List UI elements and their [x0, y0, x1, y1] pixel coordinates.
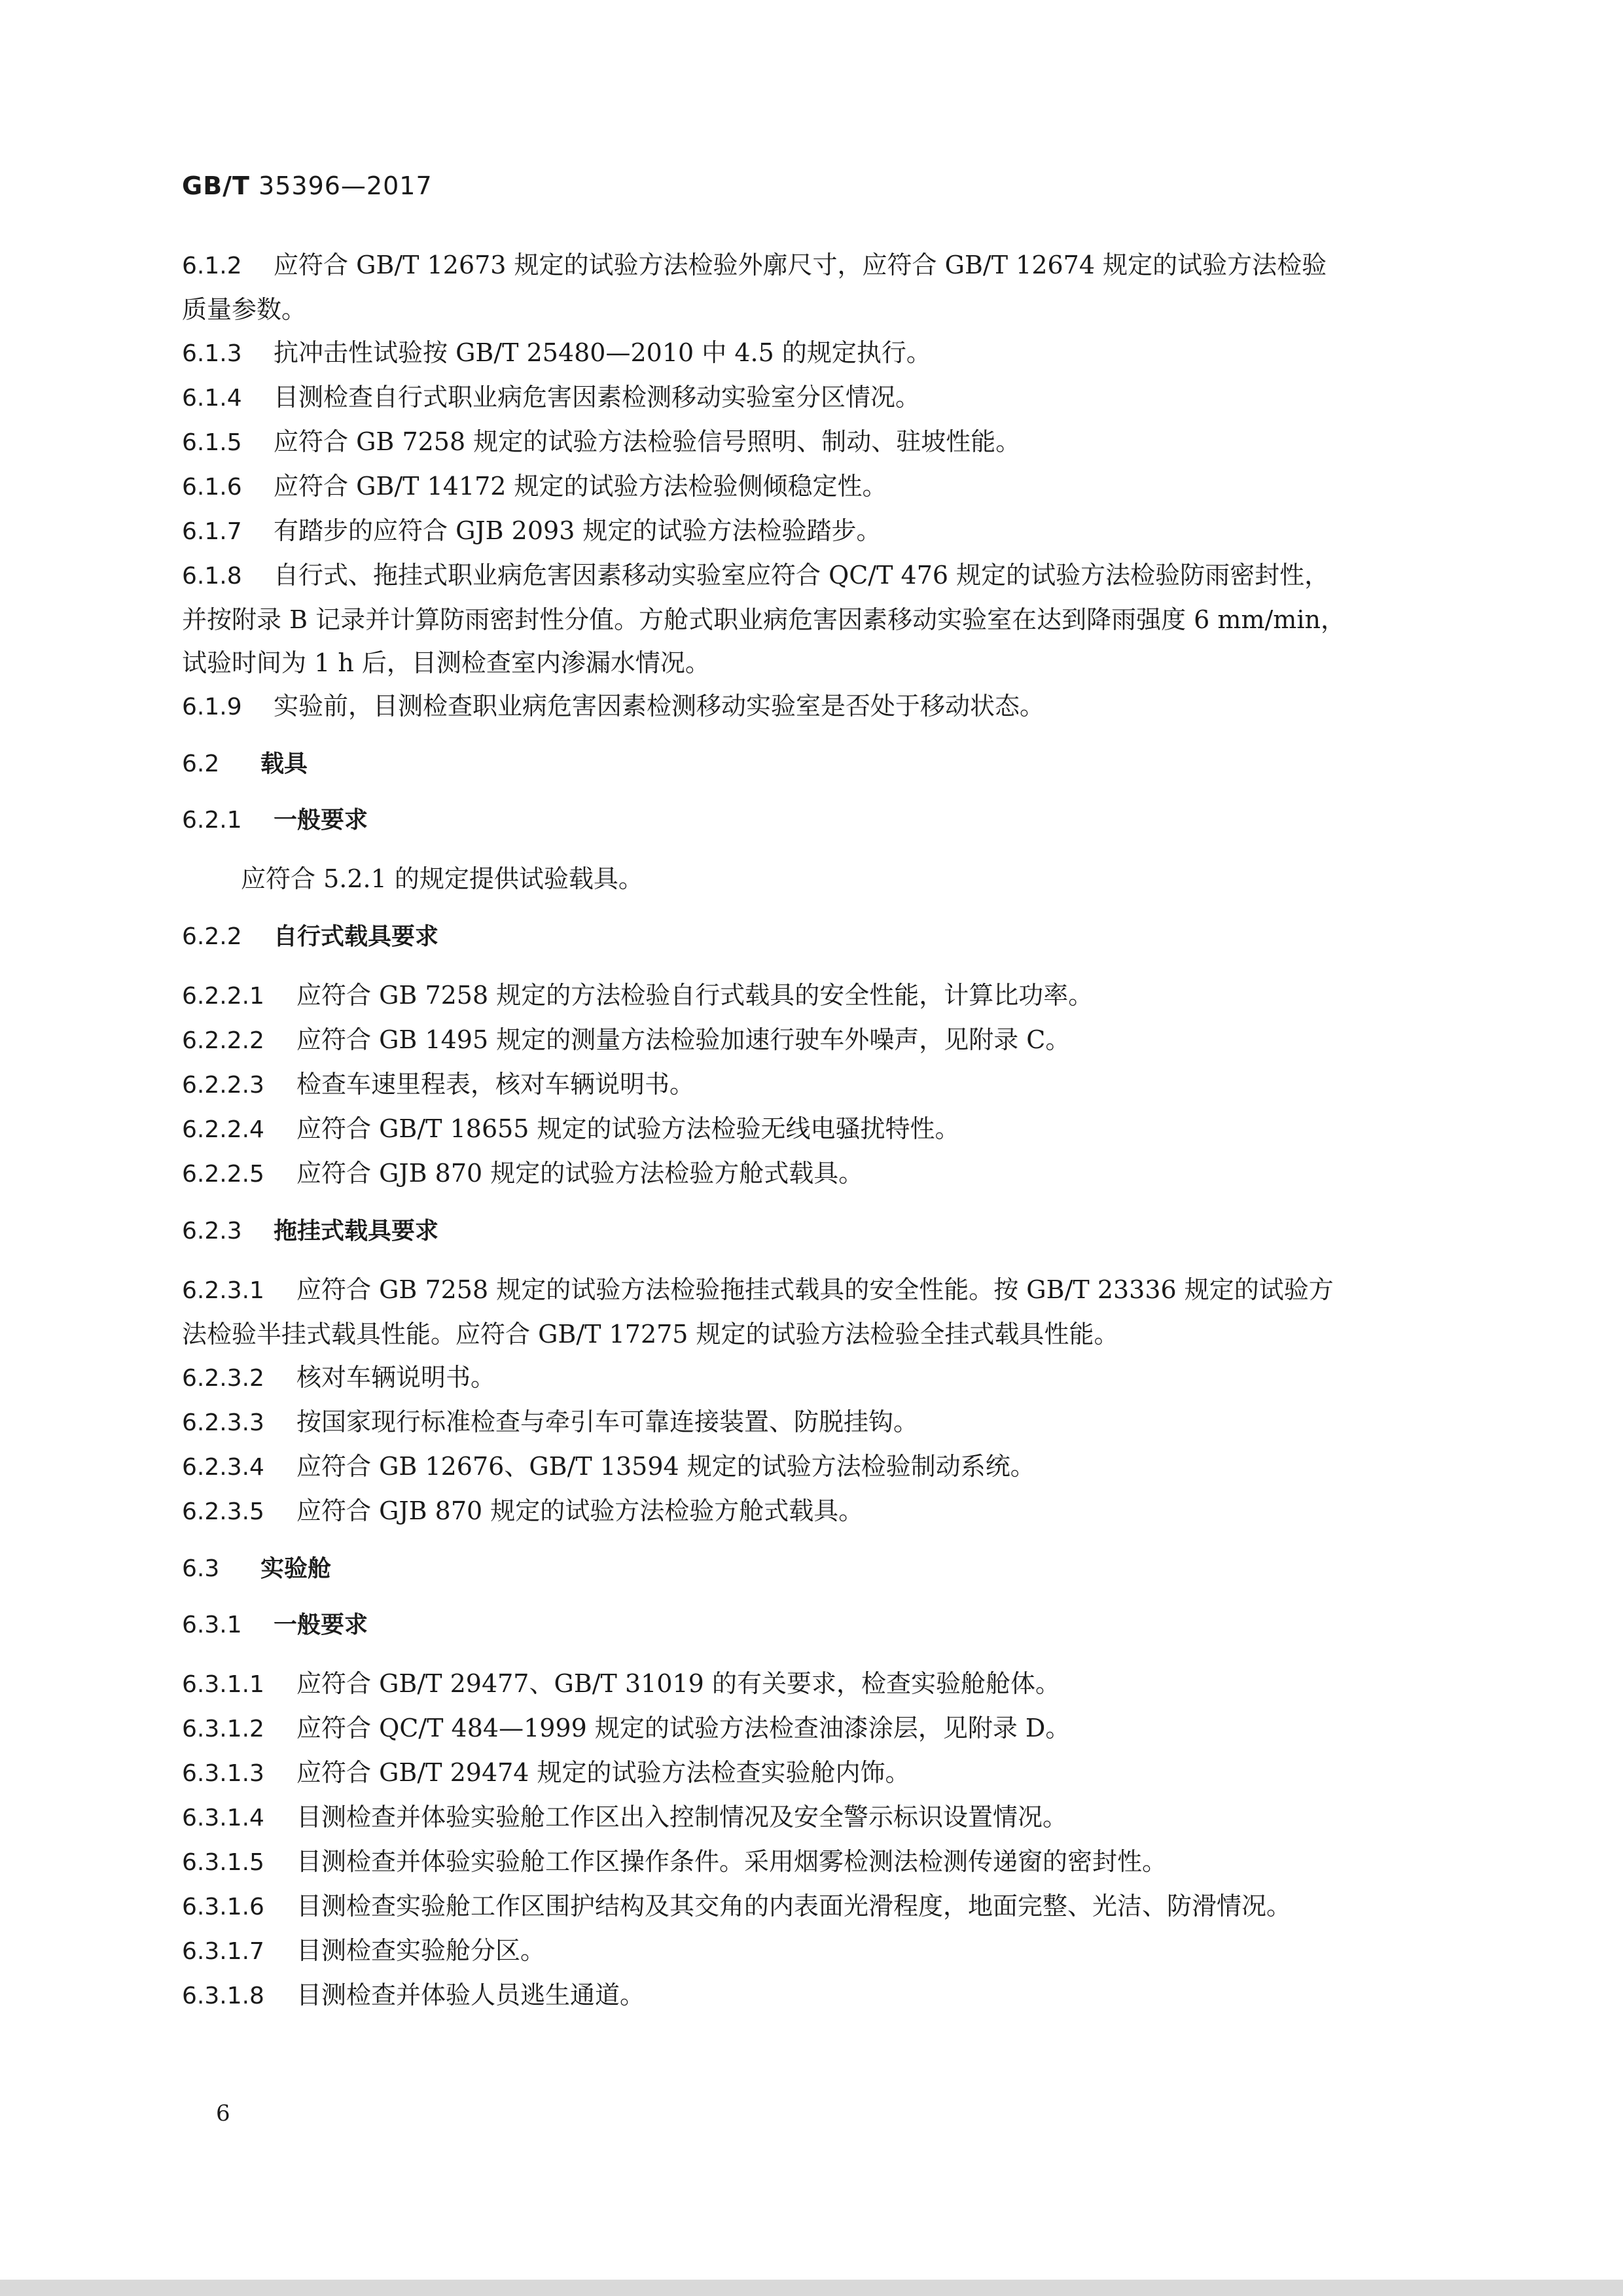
- section-heading-6-3-1: [182, 1606, 1445, 1645]
- clause-text: 应符合 QC/T 484—1999 规定的试验方法检查油漆涂层，见附录 D。: [296, 1714, 1071, 1742]
- section-6-2-1-body: 应符合 5.2.1 的规定提供试验载具。: [241, 864, 643, 893]
- clause-number: 6.2.3.3: [182, 1409, 264, 1436]
- clause-text: 自行式、拖挂式职业病危害因素移动实验室应符合 QC/T 476 规定的试验方法检验防雨密封性，: [274, 561, 1330, 590]
- clause-text: 应符合 GB 7258 规定的试验方法检验信号照明、制动、驻坡性能。: [274, 427, 1021, 456]
- clause-6-1-8-continued-2: [182, 641, 1445, 684]
- clause-number: 6.2.2.2: [182, 1027, 264, 1054]
- clause-number: 6.1.9: [182, 694, 242, 720]
- clause-number: 6.1.4: [182, 385, 242, 412]
- clause-number: 6.2.3.1: [182, 1277, 264, 1304]
- section-heading-6-2-2: [182, 917, 1445, 957]
- clause-text: 法检验半挂式载具性能。应符合 GB/T 17275 规定的试验方法检验全挂式载具性能。: [182, 1320, 1119, 1349]
- clause-text: 试验时间为 1 h 后，目测检查室内渗漏水情况。: [182, 648, 710, 677]
- section-title: 自行式载具要求: [274, 923, 439, 950]
- clause-6-1-2: [182, 243, 1445, 288]
- clause-text: 目测检查自行式职业病危害因素检测移动实验室分区情况。: [274, 383, 921, 412]
- standard-code: [182, 171, 433, 200]
- section-number: 6.2.1: [182, 807, 242, 834]
- scan-edge-bar: [0, 2280, 1623, 2296]
- clause-6-2-3-2: [182, 1356, 1445, 1400]
- section-heading-6-2-1: [182, 801, 1445, 840]
- clause-number: 6.1.8: [182, 563, 242, 590]
- clause-6-2-3-5: [182, 1489, 1445, 1534]
- section-heading-6-2-3: [182, 1212, 1445, 1251]
- section-title: 拖挂式载具要求: [274, 1218, 439, 1245]
- clause-6-2-3-1-continued: [182, 1313, 1445, 1356]
- clause-text: 应符合 GB 7258 规定的试验方法检验拖挂式载具的安全性能。按 GB/T 23336 规定的试验方: [296, 1275, 1334, 1304]
- clause-6-2-3-3: [182, 1400, 1445, 1445]
- page-number: 6: [216, 2100, 230, 2127]
- clause-text: 有踏步的应符合 GJB 2093 规定的试验方法检验踏步。: [274, 516, 882, 545]
- clause-number: 6.2.2.1: [182, 983, 264, 1010]
- clause-text: 目测检查并体验实验舱工作区出入控制情况及安全警示标识设置情况。: [296, 1803, 1068, 1831]
- clause-6-2-2-5: [182, 1152, 1445, 1196]
- clause-number: 6.1.3: [182, 340, 242, 367]
- clause-text: 应符合 GB/T 14172 规定的试验方法检验侧倾稳定性。: [274, 472, 887, 501]
- section-title: 一般要求: [274, 1612, 368, 1638]
- clause-6-2-2-2: [182, 1018, 1445, 1063]
- clause-6-2-2-1: [182, 974, 1445, 1018]
- clause-6-3-1-8: [182, 1973, 1445, 2018]
- clause-number: 6.1.7: [182, 518, 242, 545]
- section-number: 6.2.2: [182, 923, 242, 950]
- clause-number: 6.3.1.2: [182, 1716, 264, 1742]
- clause-6-1-7: [182, 509, 1445, 554]
- clause-6-3-1-6: [182, 1884, 1445, 1929]
- clause-text: 应符合 GB/T 29477、GB/T 31019 的有关要求，检查实验舱舱体。: [296, 1669, 1060, 1698]
- clause-6-3-1-3: [182, 1751, 1445, 1795]
- clause-text: 应符合 GB/T 29474 规定的试验方法检查实验舱内饰。: [296, 1758, 910, 1787]
- clause-number: 6.2.2.5: [182, 1161, 264, 1188]
- clause-text: 应符合 GB 12676、GB/T 13594 规定的试验方法检验制动系统。: [296, 1452, 1035, 1481]
- clause-number: 6.3.1.8: [182, 1983, 264, 2009]
- clause-6-1-5: [182, 420, 1445, 465]
- clause-number: 6.3.1.3: [182, 1760, 264, 1787]
- clause-text: 目测检查实验舱工作区围护结构及其交角的内表面光滑程度，地面完整、光洁、防滑情况。: [296, 1892, 1292, 1920]
- clause-6-2-2-3: [182, 1063, 1445, 1107]
- clause-6-3-1-5: [182, 1840, 1445, 1884]
- section-number: 6.3: [182, 1555, 220, 1582]
- section-heading-6-2: [182, 745, 1445, 784]
- clause-number: 6.1.5: [182, 429, 242, 456]
- section-number: 6.3.1: [182, 1612, 242, 1638]
- section-title: 实验舱: [260, 1555, 332, 1582]
- clause-text: 质量参数。: [182, 295, 307, 324]
- section-title: 一般要求: [274, 807, 368, 834]
- section-number: 6.2: [182, 751, 220, 777]
- clause-number: 6.2.2.4: [182, 1116, 264, 1143]
- clause-number: 6.2.3.2: [182, 1365, 264, 1392]
- clause-6-3-1-2: [182, 1706, 1445, 1751]
- clause-text: 目测检查并体验实验舱工作区操作条件。采用烟雾检测法检测传递窗的密封性。: [296, 1847, 1168, 1876]
- clause-6-3-1-7: [182, 1929, 1445, 1973]
- clause-number: 6.3.1.6: [182, 1894, 264, 1920]
- clause-number: 6.2.3.4: [182, 1454, 264, 1481]
- clause-text: 应符合 GJB 870 规定的试验方法检验方舱式载具。: [296, 1496, 864, 1525]
- clause-6-1-2-continued: [182, 288, 1445, 331]
- clause-text: 目测检查实验舱分区。: [296, 1936, 546, 1965]
- clause-number: 6.2.3.5: [182, 1498, 264, 1525]
- standard-code-number: 35396—2017: [249, 171, 433, 200]
- clause-text: 实验前，目测检查职业病危害因素检测移动实验室是否处于移动状态。: [274, 692, 1045, 720]
- clause-6-1-9: [182, 684, 1445, 729]
- clause-number: 6.3.1.1: [182, 1671, 264, 1698]
- clause-6-2-3-1: [182, 1268, 1445, 1313]
- clause-6-1-4: [182, 376, 1445, 420]
- clause-6-2-3-4: [182, 1445, 1445, 1489]
- clause-text: 核对车辆说明书。: [296, 1363, 496, 1392]
- clause-6-3-1-4: [182, 1795, 1445, 1840]
- clause-number: 6.3.1.4: [182, 1805, 264, 1831]
- clause-text: 抗冲击性试验按 GB/T 25480—2010 中 4.5 的规定执行。: [274, 338, 931, 367]
- clause-number: 6.3.1.5: [182, 1849, 264, 1876]
- clause-number: 6.2.2.3: [182, 1072, 264, 1099]
- clause-text: 按国家现行标准检查与牵引车可靠连接装置、防脱挂钩。: [296, 1407, 919, 1436]
- clause-6-1-8: [182, 554, 1445, 598]
- clause-6-2-2-4: [182, 1107, 1445, 1152]
- section-heading-6-3: [182, 1549, 1445, 1589]
- clause-6-1-6: [182, 465, 1445, 509]
- clause-text: 应符合 GB 7258 规定的方法检验自行式载具的安全性能，计算比功率。: [296, 981, 1094, 1010]
- clause-text: 应符合 GJB 870 规定的试验方法检验方舱式载具。: [296, 1159, 864, 1188]
- clause-text: 目测检查并体验人员逃生通道。: [296, 1981, 645, 2009]
- clause-number: 6.1.2: [182, 253, 242, 279]
- clause-number: 6.1.6: [182, 474, 242, 501]
- clause-number: 6.3.1.7: [182, 1938, 264, 1965]
- clause-text: 应符合 GB/T 18655 规定的试验方法检验无线电骚扰特性。: [296, 1114, 960, 1143]
- standard-code-prefix: GB/T: [182, 171, 250, 200]
- section-title: 载具: [260, 751, 308, 777]
- clause-6-1-8-continued: [182, 598, 1445, 641]
- clause-6-1-3: [182, 331, 1445, 376]
- section-number: 6.2.3: [182, 1218, 242, 1245]
- clause-text: 应符合 GB/T 12673 规定的试验方法检验外廓尺寸，应符合 GB/T 12674 规定的试验方法检验: [274, 251, 1327, 279]
- clause-text: 检查车速里程表，核对车辆说明书。: [296, 1070, 695, 1099]
- clause-text: 应符合 GB 1495 规定的测量方法检验加速行驶车外噪声，见附录 C。: [296, 1025, 1071, 1054]
- clause-text: 并按附录 B 记录并计算防雨密封性分值。方舱式职业病危害因素移动实验室在达到降雨强度 6 mm/min，: [182, 605, 1346, 634]
- clause-6-3-1-1: [182, 1662, 1445, 1706]
- document-body: [182, 243, 1445, 2018]
